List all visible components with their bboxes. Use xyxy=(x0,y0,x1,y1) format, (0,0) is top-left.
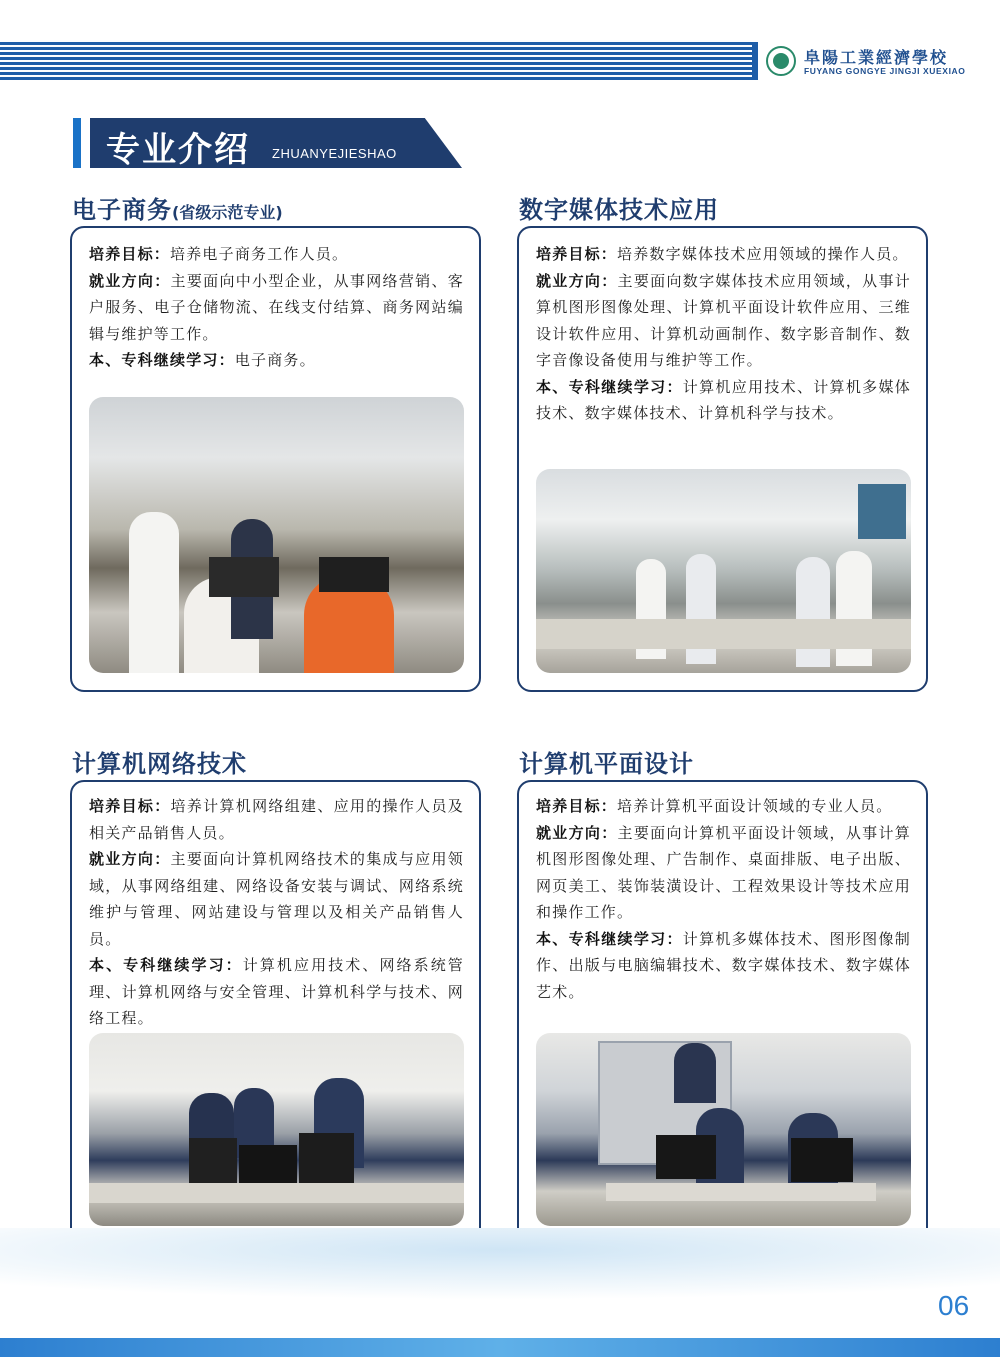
footer-band xyxy=(0,1338,1000,1357)
section-title-network xyxy=(72,744,247,779)
career-text: 主要面向中小型企业，从事网络营销、客户服务、电子仓储物流、在线支付结算、商务网站编辑与维护等工作。 xyxy=(89,271,464,343)
goal-text: 培养计算机网络组建、应用的操作人员及相关产品销售人员。 xyxy=(89,797,464,842)
section-title-text: 计算机平面设计 xyxy=(519,750,694,778)
career-label: 就业方向： xyxy=(536,823,618,842)
photo-graphic-design-lab xyxy=(536,1033,911,1226)
card-text-digital-media xyxy=(536,241,911,427)
career-text: 主要面向计算机网络技术的集成与应用领域，从事网络组建、网络设备安装与调试、网络系统维护与管理、网站建设与管理以及相关产品销售人员。 xyxy=(89,850,464,948)
banner-title: 专业介绍 xyxy=(106,130,250,170)
study-text: 电子商务。 xyxy=(234,351,316,369)
goal-text: 培养电子商务工作人员。 xyxy=(170,245,349,263)
section-title-ecommerce xyxy=(72,190,283,225)
page-number: 06 xyxy=(938,1290,970,1321)
study-label: 本、专科继续学习： xyxy=(89,956,243,974)
career-text: 主要面向计算机平面设计领域，从事计算机图形图像处理、广告制作、桌面排版、电子出版、网页美工、装饰装潢设计、工程效果设计等技术应用和操作工作。 xyxy=(536,823,911,921)
goal-text: 培养计算机平面设计领域的专业人员。 xyxy=(617,797,893,815)
section-title-note: (省级示范专业) xyxy=(172,203,283,222)
photo-ecommerce-classroom xyxy=(89,397,464,673)
goal-label: 培养目标： xyxy=(89,797,171,815)
school-logo-icon xyxy=(766,46,796,76)
footer-wave-decoration xyxy=(0,1228,1000,1338)
career-label: 就业方向： xyxy=(89,850,171,868)
study-text: 计算机应用技术、计算机多媒体技术、数字媒体技术、计算机科学与技术。 xyxy=(536,377,911,422)
school-pinyin: FUYANG GONGYE JINGJI XUEXIAO xyxy=(804,66,966,76)
study-label: 本、专科继续学习： xyxy=(89,351,235,369)
section-title-text: 计算机网络技术 xyxy=(72,750,247,778)
goal-text: 培养数字媒体技术应用领域的操作人员。 xyxy=(617,245,909,263)
goal-label: 培养目标： xyxy=(536,797,618,815)
banner-accent-bar xyxy=(73,118,81,168)
career-text: 主要面向数字媒体技术应用领域，从事计算机图形图像处理、计算机平面设计软件应用、三维设计软件应用、计算机动画制作、数字影音制作、数字音像设备使用与维护等工作。 xyxy=(536,271,911,369)
card-text-graphic-design xyxy=(536,793,911,1005)
study-label: 本、专科继续学习： xyxy=(536,929,683,948)
study-label: 本、专科继续学习： xyxy=(536,377,683,396)
goal-label: 培养目标： xyxy=(89,245,171,263)
section-title-text: 数字媒体技术应用 xyxy=(519,196,719,224)
header-stripe-cap xyxy=(752,42,758,80)
goal-label: 培养目标： xyxy=(536,245,618,263)
section-title-graphic-design xyxy=(519,744,694,779)
photo-digital-media-classroom xyxy=(536,469,911,673)
section-title-digital-media xyxy=(519,190,719,225)
header-stripes xyxy=(0,42,752,80)
banner-subtitle: ZHUANYEJIESHAO xyxy=(272,146,397,161)
section-title-text: 电子商务 xyxy=(72,196,172,224)
photo-network-lab xyxy=(89,1033,464,1226)
career-label: 就业方向： xyxy=(536,271,618,290)
school-name: 阜陽工業經濟學校 xyxy=(804,48,949,67)
card-text-network xyxy=(89,793,464,1032)
career-label: 就业方向： xyxy=(89,271,171,290)
study-text: 计算机应用技术、网络系统管理、计算机网络与安全管理、计算机科学与技术、网络工程。 xyxy=(89,956,464,1027)
study-text: 计算机多媒体技术、图形图像制作、出版与电脑编辑技术、数字媒体技术、数字媒体艺术。 xyxy=(536,929,911,1001)
card-text-ecommerce xyxy=(89,241,464,374)
